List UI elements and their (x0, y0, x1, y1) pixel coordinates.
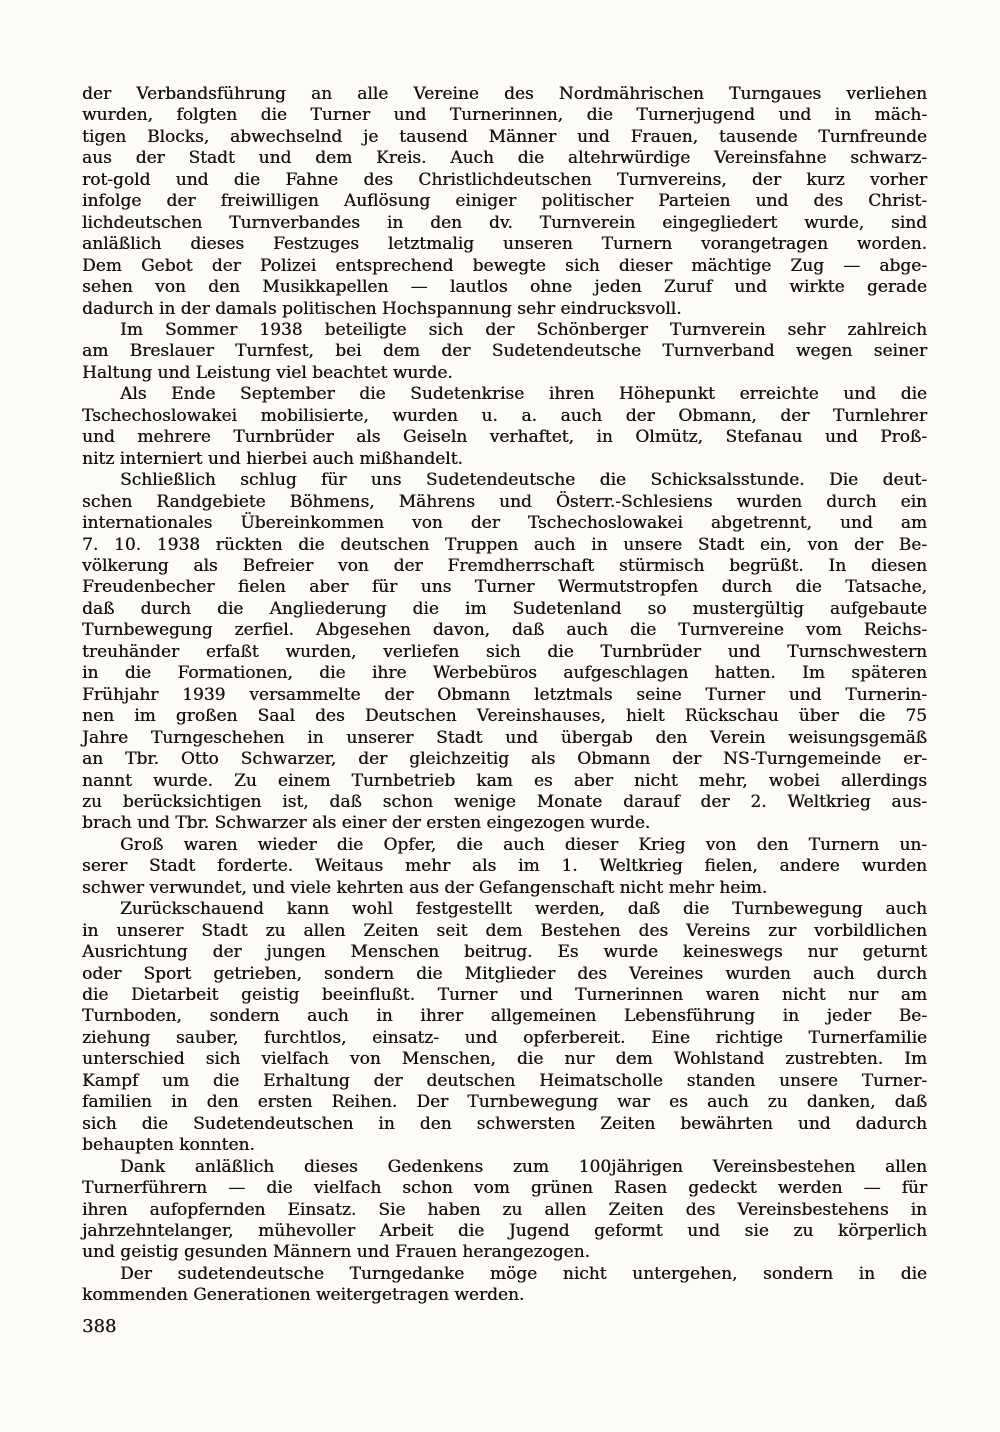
text-line: kommenden Generationen weitergetragen werden. (82, 1285, 525, 1306)
text-line: Im Sommer 1938 beteiligte sich der Schönberger Turnverein sehr zahlreich (120, 319, 927, 340)
text-line: nitz interniert und hierbei auch mißhandelt. (82, 448, 463, 469)
text-line: ziehung sauber, furchtlos, einsatz- und opferbereit. Eine richtige Turnerfamilie (82, 1027, 927, 1048)
text-line: nen im großen Saal des Deutschen Vereinshauses, hielt Rückschau über die 75 (82, 706, 927, 727)
text-line: Der sudetendeutsche Turngedanke möge nicht untergehen, sondern in die (120, 1263, 927, 1284)
paragraph (82, 899, 927, 1156)
text-line: Dank anläßlich dieses Gedenkens zum 100jährigen Vereinsbestehen allen (120, 1156, 927, 1177)
paragraph (82, 835, 927, 899)
text-line: schen Randgebiete Böhmens, Mährens und Österr.-Schlesiens wurden durch ein (82, 491, 927, 512)
text-line: in unserer Stadt zu allen Zeiten seit dem Bestehen des Vereins zur vorbildlichen (82, 920, 927, 941)
text-line: Haltung und Leistung viel beachtet wurde. (82, 362, 453, 383)
text-line: in die Formationen, die ihre Werbebüros aufgeschlagen hatten. Im späteren (82, 663, 927, 684)
text-line: nannt wurde. Zu einem Turnbetrieb kam es aber nicht mehr, wobei allerdings (82, 770, 927, 791)
text-line: und geistig gesunden Männern und Frauen herangezogen. (82, 1242, 590, 1263)
text-line: Turnboden, sondern auch in ihrer allgemeinen Lebensführung in jeder Be- (82, 1006, 927, 1027)
text-line: brach und Tbr. Schwarzer als einer der ersten eingezogen wurde. (82, 813, 651, 834)
text-line: sich die Sudetendeutschen in den schwersten Zeiten bewährten und dadurch (82, 1113, 927, 1134)
text-line: Jahre Turngeschehen in unserer Stadt und übergab den Verein weisungsgemäß (82, 727, 927, 748)
text-line: Tschechoslowakei mobilisierte, wurden u. a. auch der Obmann, der Turnlehrer (82, 405, 927, 426)
text-line: serer Stadt forderte. Weitaus mehr als im 1. Weltkrieg fielen, andere wurden (82, 856, 927, 877)
text-line: am Breslauer Turnfest, bei dem der Sudetendeutsche Turnverband wegen seiner (82, 341, 927, 362)
text-line: ihren aufopfernden Einsatz. Sie haben zu allen Zeiten des Vereinsbestehens in (82, 1199, 927, 1220)
text-line: wurden, folgten die Turner und Turnerinnen, die Turnerjugend und in mäch- (82, 105, 927, 126)
paragraph (82, 384, 927, 470)
text-line: infolge der freiwilligen Auflösung einiger politischer Parteien und des Christ- (82, 191, 927, 212)
page-number: 388 (82, 1316, 117, 1337)
text-line: an Tbr. Otto Schwarzer, der gleichzeitig als Obmann der NS-Turngemeinde er- (82, 749, 927, 770)
text-line: jahrzehntelanger, mühevoller Arbeit die Jugend geformt und sie zu körperlich (82, 1221, 927, 1242)
text-line: Groß waren wieder die Opfer, die auch dieser Krieg von den Turnern un- (120, 834, 927, 855)
text-line: völkerung als Befreier von der Fremdherrschaft stürmisch begrüßt. In diesen (82, 555, 927, 576)
text-line: lichdeutschen Turnverbandes in den dv. Turnverein eingegliedert wurde, sind (82, 212, 927, 233)
text-line: anläßlich dieses Festzuges letztmalig unseren Turnern vorangetragen worden. (82, 234, 927, 255)
text-line: unterschied sich vielfach von Menschen, die nur dem Wohlstand zustrebten. Im (82, 1049, 927, 1070)
text-line: 7. 10. 1938 rückten die deutschen Truppen auch in unsere Stadt ein, von der Be- (82, 534, 927, 555)
text-line: Schließlich schlug für uns Sudetendeutsche die Schicksalsstunde. Die deut- (120, 470, 927, 491)
text-line: internationales Übereinkommen von der Tschechoslowakei abgetrennt, und am (82, 513, 927, 534)
paragraph (82, 470, 927, 835)
text-line: dadurch in der damals politischen Hochspannung sehr eindrucksvoll. (82, 298, 682, 319)
paragraph (82, 1264, 927, 1307)
text-line: tigen Blocks, abwechselnd je tausend Männer und Frauen, tausende Turnfreunde (82, 126, 927, 147)
text-line: schwer verwundet, und viele kehrten aus der Gefangenschaft nicht mehr heim. (82, 877, 768, 898)
text-line: familien in den ersten Reihen. Der Turnbewegung war es auch zu danken, daß (82, 1092, 927, 1113)
text-line: rot-gold und die Fahne des Christlichdeutschen Turnvereins, der kurz vorher (82, 169, 927, 190)
text-line: Dem Gebot der Polizei entsprechend bewegte sich dieser mächtige Zug — abge- (82, 255, 927, 276)
text-line: und mehrere Turnbrüder als Geiseln verhaftet, in Olmütz, Stefanau und Proß- (82, 427, 927, 448)
text-line: oder Sport getrieben, sondern die Mitglieder des Vereines wurden auch durch (82, 963, 927, 984)
text-line: treuhänder erfaßt wurden, verliefen sich die Turnbrüder und Turnschwestern (82, 641, 927, 662)
text-line: Kampf um die Erhaltung der deutschen Heimatscholle standen unsere Turner- (82, 1070, 927, 1091)
text-line: Frühjahr 1939 versammelte der Obmann letztmals seine Turner und Turnerin- (82, 684, 927, 705)
text-line: daß durch die Angliederung die im Sudetenland so mustergültig aufgebaute (82, 598, 927, 619)
text-line: der Verbandsführung an alle Vereine des Nordmährischen Turngaues verliehen (82, 84, 927, 104)
text-line: Als Ende September die Sudetenkrise ihren Höhepunkt erreichte und die (120, 384, 927, 405)
text-line: sehen von den Musikkapellen — lautlos ohne jeden Zuruf und wirkte gerade (82, 277, 927, 298)
text-line: Zurückschauend kann wohl festgestellt werden, daß die Turnbewegung auch (120, 899, 927, 920)
text-line: behaupten konnten. (82, 1135, 255, 1156)
text-block (82, 84, 927, 1307)
text-line: die Dietarbeit geistig beeinflußt. Turner und Turnerinnen waren nicht nur am (82, 985, 927, 1006)
text-line: Ausrichtung der jungen Menschen beitrug. Es wurde keineswegs nur geturnt (82, 942, 927, 963)
text-line: Turnbewegung zerfiel. Abgesehen davon, daß auch die Turnvereine vom Reichs- (82, 620, 927, 641)
text-line: zu berücksichtigen ist, daß schon wenige Monate darauf der 2. Weltkrieg aus- (82, 791, 927, 812)
paragraph (82, 320, 927, 384)
paragraph (82, 1157, 927, 1264)
text-line: Freudenbecher fielen aber für uns Turner Wermutstropfen durch die Tatsache, (82, 577, 927, 598)
paragraph (82, 84, 927, 320)
text-line: aus der Stadt und dem Kreis. Auch die altehrwürdige Vereinsfahne schwarz- (82, 148, 927, 169)
text-line: Turnerführern — die vielfach schon vom grünen Rasen gedeckt werden — für (82, 1178, 927, 1199)
